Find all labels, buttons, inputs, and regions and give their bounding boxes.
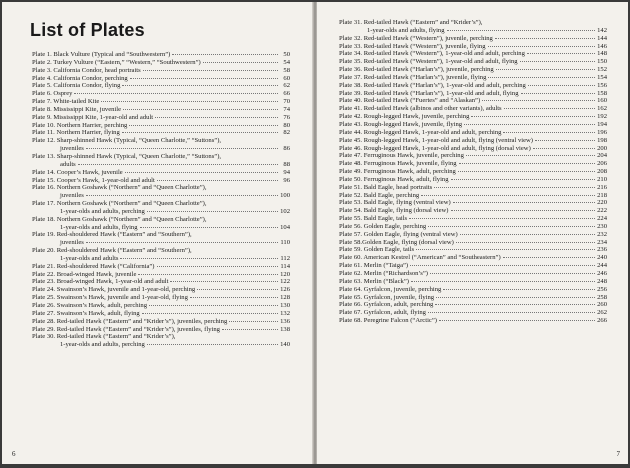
plate-entry — [32, 310, 290, 318]
plate-entry — [339, 145, 607, 153]
plate-page-number: 62 — [283, 82, 290, 90]
plate-title: Plate 48. Ferruginous Hawk, juvenile, flying — [339, 160, 457, 168]
dot-leader — [434, 187, 595, 188]
plate-page-number: 122 — [280, 278, 290, 286]
plate-entry — [339, 137, 607, 145]
plate-title: Plate 67. Gyrfalcon, adult, flying — [339, 309, 426, 317]
plate-entry — [32, 129, 290, 137]
plate-page-number: 110 — [280, 239, 290, 247]
plate-page-number: 196 — [597, 128, 607, 136]
plate-title: Plate 28. Red-tailed Hawk (“Eastern” and “Krider’s”), juveniles, perching — [32, 317, 228, 325]
plate-title: Plate 54. Bald Eagle, flying (dorsal view) — [339, 207, 449, 215]
plate-title: Plate 61. Merlin (“Taiga”) — [339, 262, 409, 270]
plate-title: Plate 50. Ferruginous Hawk, adult, flying — [339, 175, 449, 183]
dot-leader — [428, 312, 595, 313]
plate-title: Plate 59. Golden Eagle, tails — [339, 246, 415, 254]
plate-entry — [32, 122, 290, 130]
plate-title: Plate 2. Turkey Vulture (“Eastern,” “Western,” “Southwestern”) — [32, 58, 201, 66]
plate-page-number: 160 — [597, 97, 607, 105]
plate-title: Plate 30. Red-tailed Hawk (“Eastern” and “Krider’s”), — [32, 333, 176, 341]
dot-leader — [86, 195, 278, 196]
plate-title: Plate 63. Merlin (“Black”) — [339, 277, 409, 285]
plate-title: Plate 11. Northern Harrier, flying — [32, 129, 120, 137]
plate-entry — [32, 90, 290, 98]
dot-leader — [451, 179, 595, 180]
dot-leader — [466, 155, 595, 156]
page-heading: List of Plates — [30, 20, 145, 40]
plate-page-number: 208 — [597, 168, 607, 176]
plate-page-number: 138 — [280, 325, 290, 333]
plate-title: Plate 41. Red-tailed Hawk (albinos and other variants), adults — [339, 105, 502, 113]
plate-entry — [339, 262, 607, 270]
plate-page-number: 266 — [597, 317, 607, 325]
plate-entry — [339, 19, 607, 35]
plate-entry — [339, 301, 607, 309]
dot-leader — [416, 249, 595, 250]
dot-leader — [78, 164, 278, 165]
plate-title: Plate 13. Sharp-shinned Hawk (Typical, “Queen Charlotte,” “Suttons”), — [32, 152, 222, 160]
plate-title: Plate 15. Cooper’s Hawk, 1-year-old and adult — [32, 176, 155, 184]
dot-leader — [533, 148, 595, 149]
dot-leader — [460, 234, 595, 235]
plate-entry — [339, 121, 607, 129]
dot-leader — [451, 210, 595, 211]
plate-page-number: 136 — [280, 317, 290, 325]
plate-entry — [339, 66, 607, 74]
plate-page-number: 144 — [597, 34, 607, 42]
plate-entry — [339, 97, 607, 105]
plate-title: Plate 20. Red-shouldered Hawk (“Eastern” and “Southern”), — [32, 247, 192, 255]
plate-entry — [339, 152, 607, 160]
plate-title: Plate 68. Peregrine Falcon (“Arctic”) — [339, 317, 437, 325]
plate-title: Plate 8. Mississippi Kite, juvenile — [32, 105, 122, 113]
plate-page-number: 142 — [597, 26, 607, 34]
dot-leader — [197, 289, 278, 290]
plate-entry — [339, 184, 607, 192]
dot-leader — [456, 242, 595, 243]
plate-entry — [339, 254, 607, 262]
dot-leader — [157, 266, 279, 267]
plate-entry — [339, 90, 607, 98]
plate-entry — [339, 192, 607, 200]
plate-page-number: 240 — [597, 254, 607, 262]
plate-page-number: 112 — [280, 254, 290, 262]
plate-entry — [339, 286, 607, 294]
plate-page-number: 230 — [597, 222, 607, 230]
plate-entry — [339, 168, 607, 176]
left-page — [2, 2, 313, 464]
dot-leader — [190, 297, 278, 298]
plate-page-number: 128 — [280, 294, 290, 302]
plate-entry — [339, 294, 607, 302]
plate-title-continued: 1-year-olds and adults, flying — [60, 223, 138, 231]
plate-title: Plate 53. Bald Eagle, flying (ventral view) — [339, 199, 451, 207]
dot-leader — [101, 101, 278, 102]
dot-leader — [471, 116, 595, 117]
plate-entry — [32, 278, 290, 286]
dot-leader — [229, 321, 278, 322]
plate-entry — [339, 231, 607, 239]
plate-title: Plate 34. Red-tailed Hawk (“Western”), 1-year-old and adult, perching — [339, 50, 525, 58]
plate-entry — [339, 317, 607, 325]
dot-leader — [86, 242, 278, 243]
plate-entry — [339, 207, 607, 215]
plate-title: Plate 40. Red-tailed Hawk (“Fuertes” and “Alaskan”) — [339, 97, 481, 105]
plate-title: Plate 38. Red-tailed Hawk (“Harlan’s”), 1-year-old and adult, perching — [339, 81, 526, 89]
plate-title-continued: 1-year-olds and adults — [60, 254, 119, 262]
plate-page-number: 94 — [283, 168, 290, 176]
dot-leader — [482, 100, 595, 101]
plate-title: Plate 62. Merlin (“Richardson’s”) — [339, 270, 428, 277]
plate-page-number: 198 — [597, 136, 607, 144]
plate-page-number: 244 — [597, 262, 607, 270]
dot-leader — [147, 211, 278, 212]
dot-leader — [464, 124, 595, 125]
dot-leader — [495, 38, 595, 39]
plate-entry — [339, 215, 607, 223]
plate-title: Plate 66. Gyrfalcon, adult, perching — [339, 301, 434, 309]
dot-leader — [123, 109, 278, 110]
plate-title: Plate 24. Swainson’s Hawk, juvenile and 1-year-old, perching — [32, 286, 196, 294]
plate-title: Plate 36. Red-tailed Hawk (“Harlan’s”), juvenile, perching — [339, 66, 494, 74]
plate-title: Plate 56. Golden Eagle, perching — [339, 222, 427, 230]
dot-leader — [222, 329, 278, 330]
plate-entry — [32, 216, 290, 232]
dot-leader — [430, 273, 595, 274]
plate-page-number: 218 — [597, 191, 607, 199]
plate-title: Plate 4. California Condor, perching — [32, 74, 128, 82]
dot-leader — [421, 195, 595, 196]
plate-entry — [32, 169, 290, 177]
dot-leader — [125, 172, 278, 173]
dot-leader — [138, 274, 278, 275]
plate-entry — [32, 177, 290, 185]
plate-title: Plate 58.Golden Eagle, flying (dorsal view) — [339, 238, 454, 246]
plate-page-number: 158 — [597, 89, 607, 97]
plate-page-number: 76 — [283, 113, 290, 121]
plate-entry — [339, 82, 607, 90]
plate-page-number: 54 — [283, 58, 290, 66]
plate-entry — [339, 223, 607, 231]
plate-page-number: 234 — [597, 238, 607, 246]
dot-leader — [488, 77, 595, 78]
plate-title: Plate 25. Swainson’s Hawk, juvenile and 1-year-old, flying — [32, 294, 188, 302]
plate-page-number: 82 — [283, 129, 290, 137]
plate-title: Plate 23. Broad-winged Hawk, 1-year-old and adult — [32, 278, 169, 286]
plate-page-number: 102 — [280, 207, 290, 215]
plate-title: Plate 52. Bald Eagle, perching — [339, 191, 420, 199]
dot-leader — [520, 61, 595, 62]
plate-page-number: 140 — [280, 341, 290, 349]
plate-entry — [339, 35, 607, 43]
plate-title: Plate 5. California Condor, flying — [32, 82, 121, 90]
plate-title: Plate 14. Cooper’s Hawk, juvenile — [32, 168, 123, 176]
plate-page-number: 148 — [597, 50, 607, 58]
plate-entry — [32, 98, 290, 106]
dot-leader — [521, 93, 596, 94]
dot-leader — [147, 344, 278, 345]
plate-page-number: 80 — [283, 121, 290, 129]
dot-leader — [504, 108, 595, 109]
plate-entry — [32, 286, 290, 294]
plates-list-right — [339, 19, 607, 325]
plate-page-number: 88 — [283, 160, 290, 168]
plate-entry — [339, 309, 607, 317]
plate-title: Plate 27. Swainson’s Hawk, adult, flying — [32, 309, 140, 317]
plate-page-number: 192 — [597, 113, 607, 121]
plate-title: Plate 7. White-tailed Kite — [32, 98, 100, 106]
plate-entry — [32, 294, 290, 302]
plate-page-number: 206 — [597, 160, 607, 168]
plate-entry — [339, 43, 607, 51]
dot-leader — [458, 171, 595, 172]
plate-page-number: 60 — [283, 74, 290, 82]
plate-entry — [32, 114, 290, 122]
plate-entry — [32, 263, 290, 271]
dot-leader — [410, 265, 595, 266]
plate-entry — [32, 137, 290, 153]
plate-title: Plate 3. California Condor, head portraits — [32, 66, 141, 74]
plate-entry — [339, 105, 607, 113]
plate-page-number: 260 — [597, 301, 607, 309]
plate-title: Plate 31. Red-tailed Hawk (“Eastern” and “Krider’s”), — [339, 19, 483, 26]
plate-page-number: 248 — [597, 277, 607, 285]
plate-entry — [32, 82, 290, 90]
plate-page-number: 86 — [283, 145, 290, 153]
plate-entry — [32, 51, 290, 59]
dot-leader — [447, 30, 595, 31]
plate-title: Plate 10. Northern Harrier, perching — [32, 121, 128, 129]
plate-entry — [32, 271, 290, 279]
plate-title: Plate 29. Red-tailed Hawk (“Eastern” and “Krider’s”), juveniles, flying — [32, 325, 220, 333]
plate-title: Plate 64. Gyrfalcon, juvenile, perching — [339, 285, 442, 293]
plates-list-left — [32, 51, 290, 349]
plate-entry — [32, 333, 290, 349]
dot-leader — [527, 53, 595, 54]
plate-page-number: 58 — [283, 66, 290, 74]
plate-title: Plate 33. Red-tailed Hawk (“Western”), juvenile, flying — [339, 42, 486, 50]
dot-leader — [443, 289, 595, 290]
plate-title: Plate 26. Swainson’s Hawk, adult, perching — [32, 302, 148, 309]
plate-page-number: 216 — [597, 183, 607, 191]
plate-page-number: 154 — [597, 73, 607, 81]
plate-entry — [339, 50, 607, 58]
plate-entry — [32, 184, 290, 200]
plate-page-number: 256 — [597, 285, 607, 293]
dot-leader — [122, 132, 278, 133]
dot-leader — [143, 70, 278, 71]
plate-title: Plate 57. Golden Eagle, flying (ventral view) — [339, 230, 458, 238]
plate-entry — [339, 74, 607, 82]
dot-leader — [435, 304, 595, 305]
plate-entry — [32, 326, 290, 334]
plate-title-continued: 1-year-olds and adults, perching — [60, 207, 145, 215]
plate-page-number: 194 — [597, 120, 607, 128]
dot-leader — [155, 117, 278, 118]
plate-page-number: 246 — [597, 270, 607, 277]
plate-page-number: 236 — [597, 246, 607, 254]
dot-leader — [411, 281, 595, 282]
plate-page-number: 126 — [280, 286, 290, 294]
plate-page-number: 232 — [597, 230, 607, 238]
plate-title: Plate 1. Black Vulture (Typical and “Southwestern”) — [32, 51, 171, 58]
dot-leader — [436, 297, 595, 298]
dot-leader — [170, 281, 278, 282]
dot-leader — [528, 85, 595, 86]
right-page — [317, 2, 628, 464]
plate-title-continued: 1-year-olds and adults, flying — [367, 26, 445, 34]
plate-page-number: 132 — [280, 309, 290, 317]
plate-page-number: 220 — [597, 199, 607, 207]
plate-title: Plate 51. Bald Eagle, head portraits — [339, 183, 433, 191]
plate-title-continued: juveniles — [60, 239, 84, 247]
plate-entry — [339, 278, 607, 286]
dot-leader — [203, 62, 278, 63]
plate-page-number: 96 — [283, 176, 290, 184]
plate-page-number: 224 — [597, 215, 607, 223]
plate-title: Plate 49. Ferruginous Hawk, adult, perching — [339, 168, 456, 176]
plate-page-number: 104 — [280, 223, 290, 231]
plate-title: Plate 44. Rough-legged Hawk, 1-year-old and adult, perching — [339, 128, 502, 136]
plate-page-number: 130 — [280, 302, 290, 309]
plate-title: Plate 45. Rough-legged Hawk, 1-year-old and adult, flying (ventral view) — [339, 136, 533, 144]
dot-leader — [496, 69, 595, 70]
left-page-number: 6 — [12, 450, 16, 458]
dot-leader — [488, 46, 596, 47]
dot-leader — [535, 140, 595, 141]
plate-entry — [32, 302, 290, 310]
plate-entry — [32, 200, 290, 216]
plate-entry — [339, 113, 607, 121]
plate-page-number: 204 — [597, 152, 607, 160]
dot-leader — [459, 163, 595, 164]
plate-title: Plate 55. Bald Eagle, tails — [339, 215, 408, 223]
plate-page-number: 120 — [280, 270, 290, 278]
dot-leader — [439, 320, 595, 321]
plate-page-number: 114 — [280, 262, 290, 270]
plate-entry — [339, 160, 607, 168]
dot-leader — [120, 258, 278, 259]
plate-title: Plate 39. Red-tailed Hawk (“Harlan’s”), 1-year-old and adult, flying — [339, 89, 519, 97]
plate-title: Plate 22. Broad-winged Hawk, juvenile — [32, 270, 137, 278]
dot-leader — [503, 132, 595, 133]
right-page-number: 7 — [616, 450, 620, 458]
plate-entry — [339, 239, 607, 247]
plate-title: Plate 19. Red-shouldered Hawk (“Eastern” and “Southern”), — [32, 231, 192, 239]
plate-entry — [32, 75, 290, 83]
plate-title-continued: juveniles — [60, 145, 84, 153]
plate-title: Plate 60. American Kestrel (“American” and “Southeastern”) — [339, 254, 501, 262]
dot-leader — [140, 227, 278, 228]
plate-page-number: 50 — [283, 51, 290, 58]
plate-page-number: 162 — [597, 105, 607, 113]
dot-leader — [142, 313, 278, 314]
plate-page-number: 146 — [597, 42, 607, 50]
plate-entry — [339, 246, 607, 254]
plate-page-number: 200 — [597, 144, 607, 152]
plate-title: Plate 17. Northern Goshawk (“Northern” and “Queen Charlotte”), — [32, 200, 207, 208]
plate-title: Plate 16. Northern Goshawk (“Northern” and “Queen Charlotte”), — [32, 184, 207, 192]
plate-page-number: 70 — [283, 98, 290, 106]
dot-leader — [409, 218, 595, 219]
plate-title: Plate 9. Mississippi Kite, 1-year-old and adult — [32, 113, 154, 121]
plate-title: Plate 21. Red-shouldered Hawk (“California”) — [32, 262, 155, 270]
plate-entry — [339, 270, 607, 278]
plate-entry — [339, 58, 607, 66]
plate-page-number: 210 — [597, 175, 607, 183]
plate-page-number: 258 — [597, 293, 607, 301]
plate-title: Plate 65. Gyrfalcon, juvenile, flying — [339, 293, 435, 301]
plate-page-number: 156 — [597, 81, 607, 89]
plate-title: Plate 43. Rough-legged Hawk, juvenile, flying — [339, 120, 463, 128]
plate-title: Plate 18. Northern Goshawk (“Northern” and “Queen Charlotte”), — [32, 215, 207, 223]
plate-title: Plate 37. Red-tailed Hawk (“Harlan’s”), juvenile, flying — [339, 73, 487, 81]
dot-leader — [129, 125, 278, 126]
plate-entry — [32, 318, 290, 326]
plate-title: Plate 6. Osprey — [32, 90, 73, 98]
dot-leader — [428, 226, 595, 227]
plate-title-continued: 1-year-olds and adults, perching — [60, 341, 145, 349]
plate-title: Plate 47. Ferruginous Hawk, juvenile, perching — [339, 152, 464, 160]
plate-title: Plate 12. Sharp-shinned Hawk (Typical, “Queen Charlotte,” “Suttons”), — [32, 137, 222, 145]
dot-leader — [122, 85, 278, 86]
plate-page-number: 262 — [597, 309, 607, 317]
dot-leader — [453, 202, 595, 203]
plate-entry — [339, 176, 607, 184]
plate-entry — [339, 199, 607, 207]
plate-entry — [32, 67, 290, 75]
plate-title: Plate 42. Rough-legged Hawk, juvenile, perching — [339, 113, 470, 121]
dot-leader — [503, 257, 595, 258]
dot-leader — [86, 148, 278, 149]
plate-entry — [32, 59, 290, 67]
plate-entry — [32, 106, 290, 114]
plate-title-continued: juveniles — [60, 192, 84, 200]
plate-entry — [32, 247, 290, 263]
plate-page-number: 150 — [597, 58, 607, 66]
plate-entry — [32, 231, 290, 247]
plate-page-number: 222 — [597, 207, 607, 215]
plate-page-number: 66 — [283, 90, 290, 98]
plate-page-number: 100 — [280, 192, 290, 200]
dot-leader — [172, 54, 278, 55]
plate-page-number: 74 — [283, 105, 290, 113]
plate-title-continued: adults — [60, 160, 76, 168]
plate-entry — [339, 129, 607, 137]
plate-page-number: 152 — [597, 66, 607, 74]
dot-leader — [130, 78, 278, 79]
dot-leader — [149, 305, 278, 306]
plate-title: Plate 46. Rough-legged Hawk, 1-year-old and adult, flying (dorsal view) — [339, 144, 531, 152]
dot-leader — [74, 93, 278, 94]
plate-title: Plate 35. Red-tailed Hawk (“Western”), 1-year-old and adult, flying — [339, 58, 518, 66]
plate-entry — [32, 153, 290, 169]
plate-title: Plate 32. Red-tailed Hawk (“Western”), juvenile, perching — [339, 34, 493, 42]
dot-leader — [157, 180, 278, 181]
